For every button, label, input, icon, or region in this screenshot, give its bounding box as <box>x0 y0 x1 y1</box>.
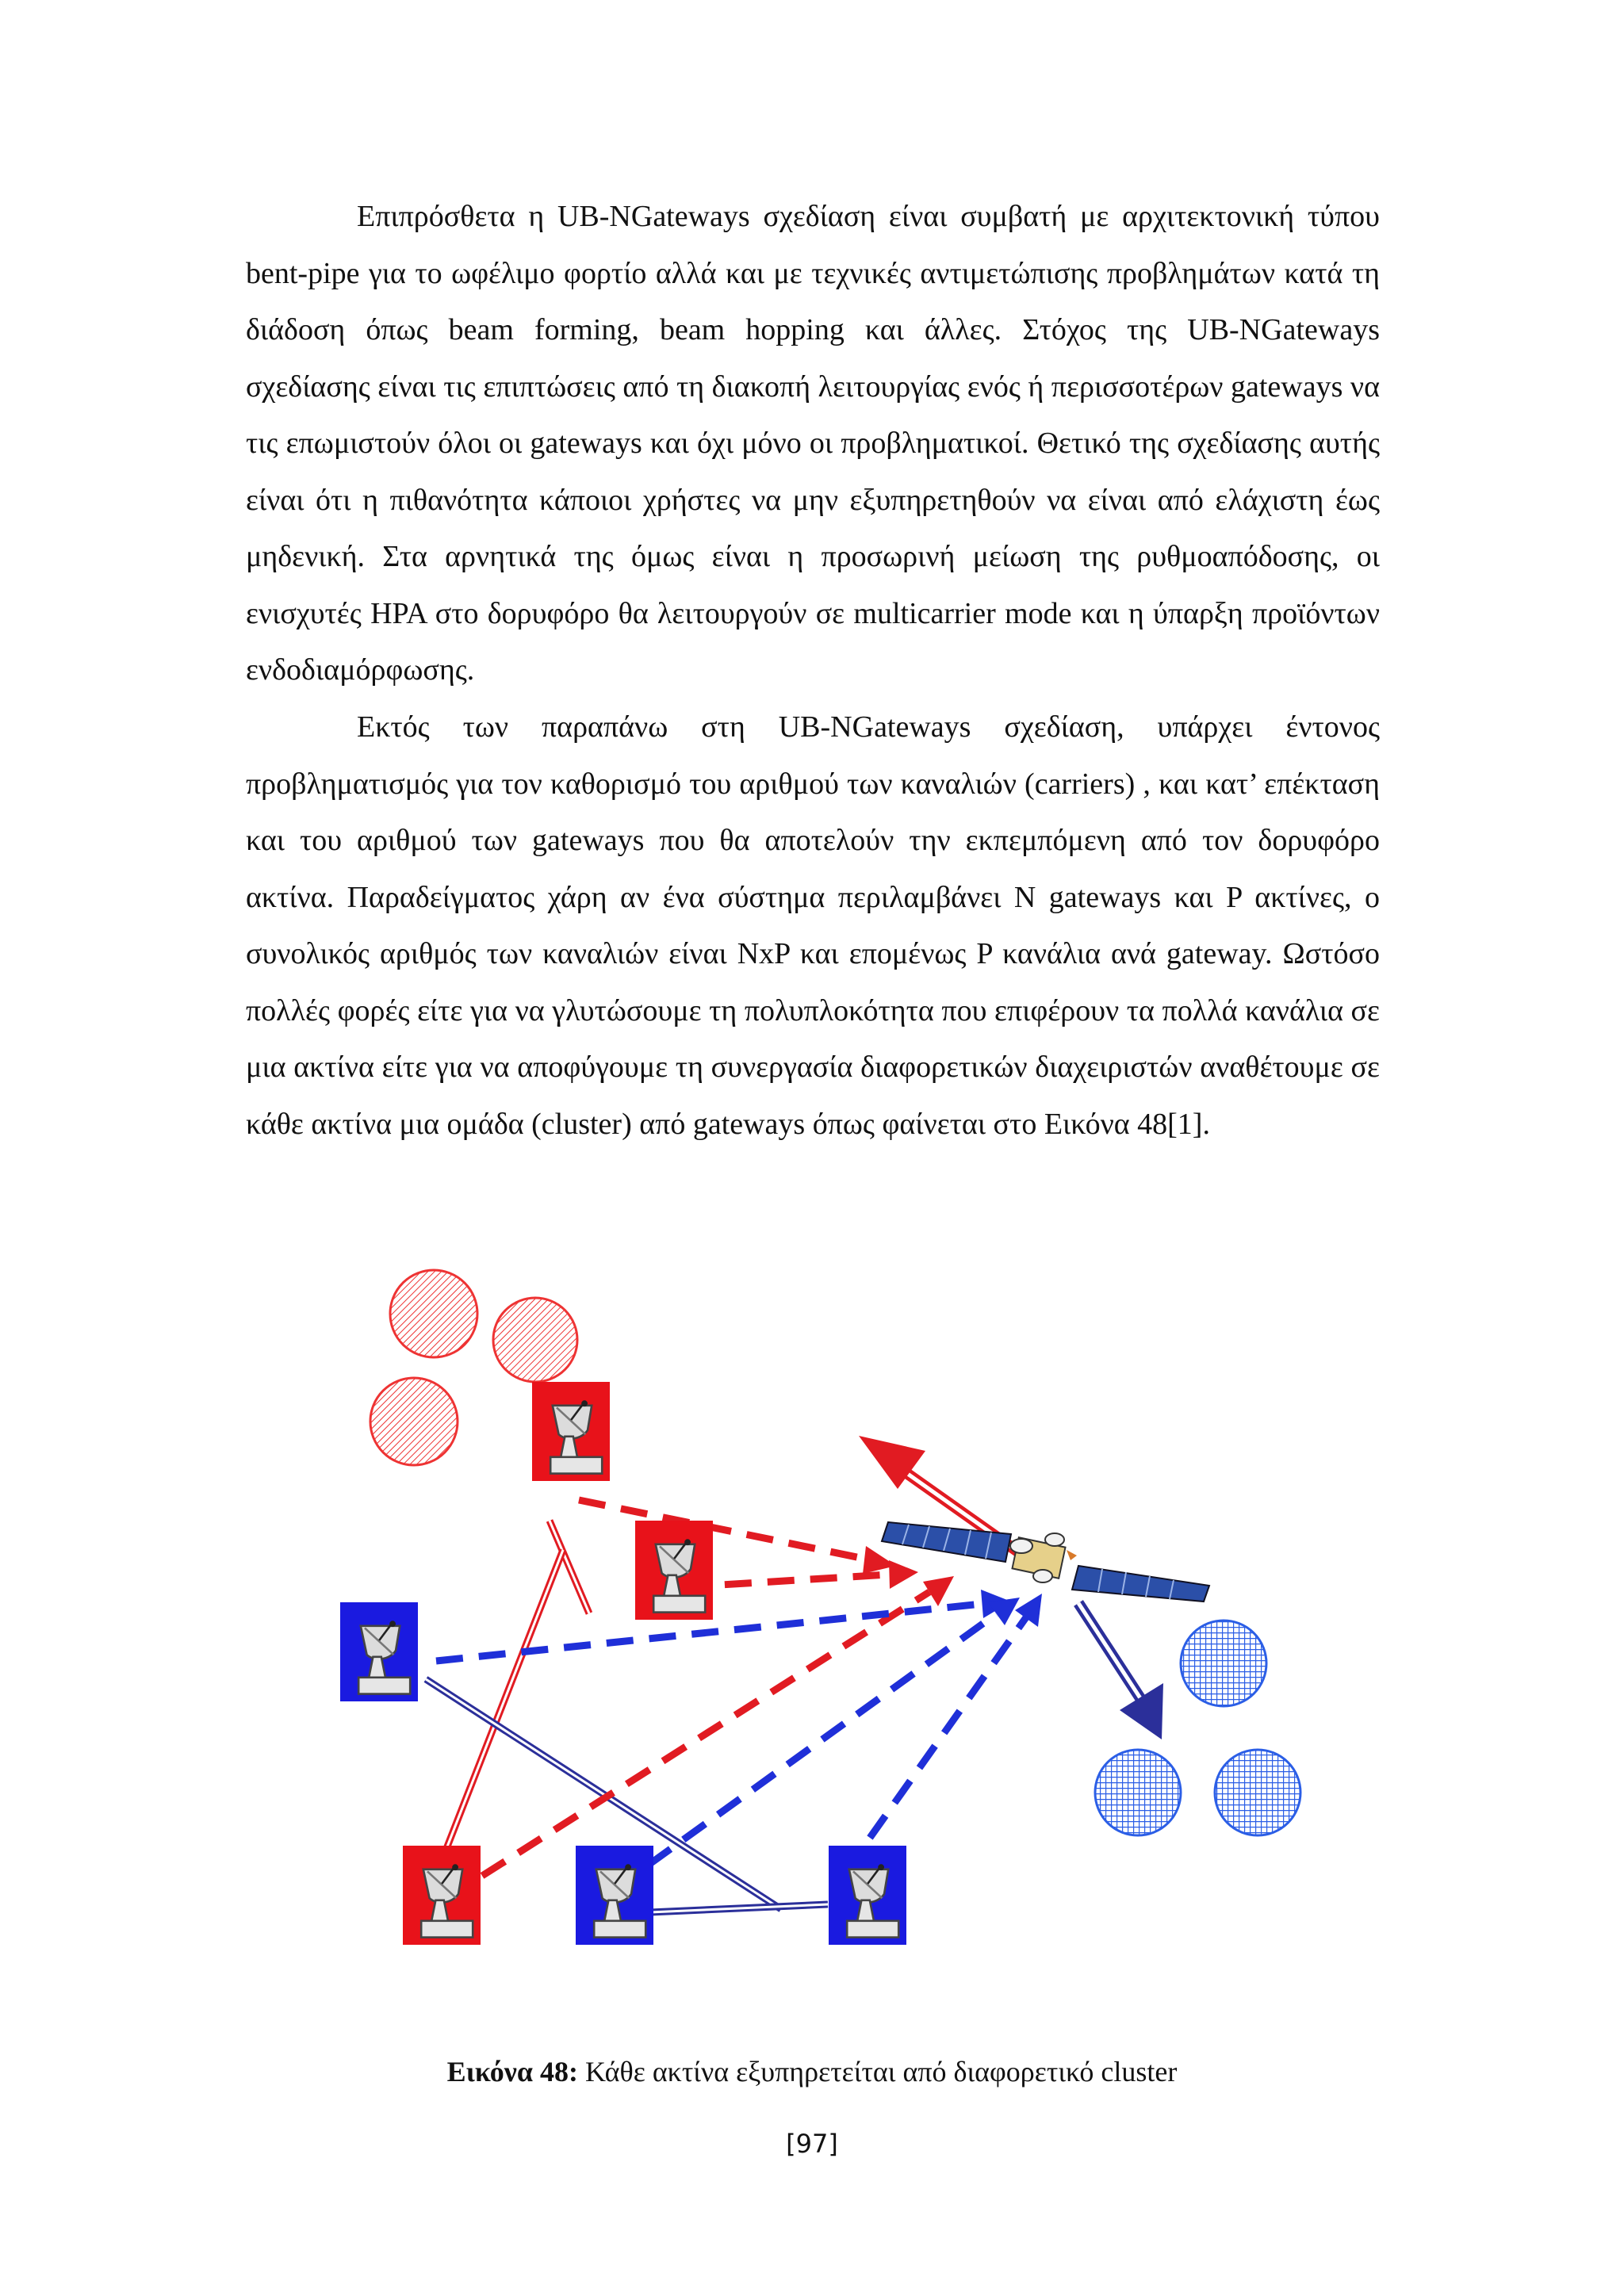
figure-caption <box>0 2055 1624 2088</box>
blue-gateway-1 <box>340 1602 418 1701</box>
paragraph-1 <box>246 189 1380 699</box>
paragraph-1-text: Επιπρόσθετα η UB-NGateways σχεδίαση είναι συμβατή με αρχιτεκτονική τύπου bent-pipe για το ωφέλιμο φορτίο αλλά και με τεχνικές αντιμετώπισης προβλημάτων κατά τη διάδοση όπως beam forming, beam hopping και άλλες. Στόχος της UB-NGateways σχεδίασης είναι τις επιπτώσεις από τη διακοπή λειτουργίας ενός ή περισσοτέρων gateways να τις επωμιστούν όλοι οι gateways και όχι μόνο οι προβληματικοί. Θετικό της σχεδίασης αυτής είναι ότι η πιθανότητα κάποιοι χρήστες να μην εξυπηρετηθούν να είναι από ελάχιστη έως μηδενική. Στα αρνητικά της όμως είναι η προσωρινή μείωση της ρυθμοαπόδοσης, οι ενισχυτές HPA στο δορυφόρο θα λειτουργούν σε multicarrier mode και η ύπαρξη προϊόντων ενδοδιαμόρφωσης. <box>246 200 1380 687</box>
blue-beam-spot-1 <box>1181 1621 1266 1706</box>
figure-caption-label: Εικόνα 48: <box>446 2056 578 2087</box>
blue-terrestrial-link-2 <box>650 1904 828 1912</box>
page-number: [97] <box>786 2129 838 2159</box>
red-gateway-1 <box>532 1382 610 1481</box>
blue-beam-arrow <box>1078 1603 1163 1739</box>
red-uplink-3 <box>482 1576 954 1876</box>
red-gateway-2 <box>635 1521 713 1620</box>
blue-beam-spot-2 <box>1095 1750 1181 1835</box>
blue-beam-spot-3 <box>1215 1750 1300 1835</box>
red-beam-spot-1 <box>390 1270 477 1357</box>
figure-diagram <box>317 1261 1316 2006</box>
blue-gateway-2 <box>576 1846 653 1945</box>
blue-uplink-3 <box>870 1594 1042 1838</box>
figure-caption-text: Κάθε ακτίνα εξυπηρετείται από διαφορετικό cluster <box>577 2056 1178 2087</box>
red-uplink-1 <box>579 1500 896 1574</box>
paragraph-2 <box>246 699 1380 1153</box>
red-gateway-3 <box>403 1846 481 1945</box>
blue-uplink-1 <box>436 1590 1011 1661</box>
red-beam-spot-2 <box>493 1298 577 1382</box>
red-beam-spot-3 <box>370 1378 458 1465</box>
red-terrestrial-link-2 <box>436 1550 563 1875</box>
paragraph-2-text: Εκτός των παραπάνω στη UB-NGateways σχεδίαση, υπάρχει έντονος προβληματισμός για τον καθορισμό του αριθμού των καναλιών (carriers) , και κατ’ επέκταση και του αριθμού των gateways που θα αποτελούν την εκπεμπόμενη από τον δορυφόρο ακτίνα. Παραδείγματος χάρη αν ένα σύστημα περιλαμβάνει N gateways και P ακτίνες, ο συνολικός αριθμός των καναλιών είναι NxP και επομένως P κανάλια ανά gateway. Ωστόσο πολλές φορές είτε για να γλυτώσουμε τη πολυπλοκότητα που επιφέρουν τα πολλά κανάλια σε μια ακτίνα είτε για να αποφύγουμε τη συνεργασία διαφορετικών διαχειριστών αναθέτουμε σε κάθε ακτίνα μια ομάδα (cluster) από gateways όπως φαίνεται στο Εικόνα 48[1]. <box>246 710 1380 1141</box>
blue-gateway-3 <box>829 1846 906 1945</box>
